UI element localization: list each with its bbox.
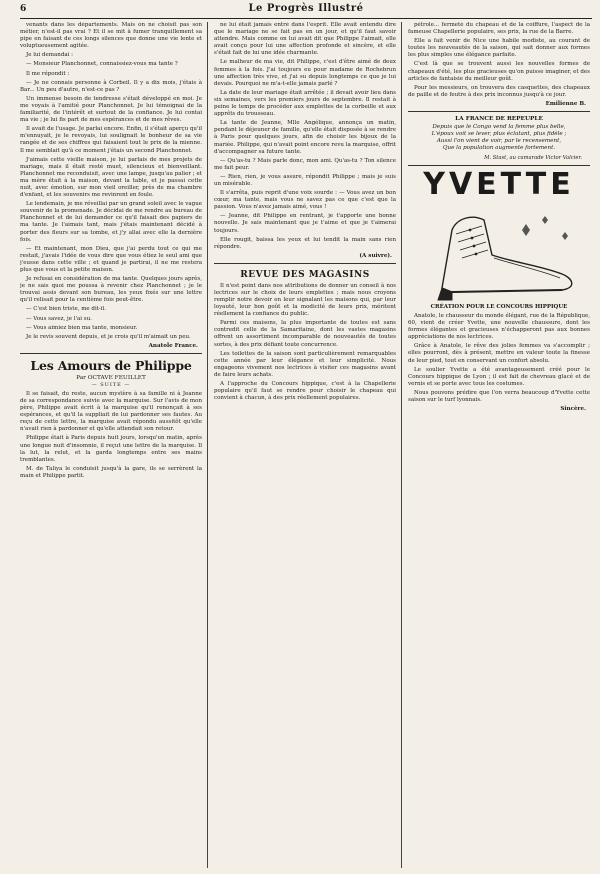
page-number: 6 [20,4,27,14]
serial-paragraph: — Qu'as-tu ? Mais parle donc, mon ami. Qu'as-tu ? Ton silence me fait peur. [214,157,396,171]
yvette-paragraph: Grâce à Anatole, le rêve des jolies femmes va s'accomplir ; elles pourront, dès à présent, mettre en valeur toute la finesse de leur pied, tout en conservant un confort absolu. [408,343,590,364]
serial-paragraph: Philippe était à Paris depuis huit jours, lorsqu'un matin, après une longue nuit d'insomnie, il reçut une lettre de la marquise. Il la lut, la relut, et la garda longtemps entre ses mains tremblantes. [20,435,202,463]
story-paragraph: Je refusai en considération de ma tante. Quelques jours après, je ne sais quoi me poussa à revenir chez Planchonnet ; je le trouvai assis devant son bureau, les yeux fixés sur une lettre qu'il relisait pour la centième fois peut-être. [20,276,202,304]
serial-title: Les Amours de Philippe [30,357,192,373]
story-paragraph: — Je ne connais personne à Corbeil. Il y a dix mois, j'étais à Bar... Un peu d'autre, n'est-ce pas ? [20,79,202,93]
serial-byline: Par OCTAVE FEUILLET [76,374,146,381]
story-paragraph: Il me répondit : [26,70,70,77]
serial-paragraph: Elle rougit, baissa les yeux et lui tendit la main sans rien répondre. [214,236,396,250]
story-paragraph: — C'est bien triste, me dit-il. [26,306,107,313]
revue-title: REVUE DES MAGASINS [240,269,370,280]
poem-verse [408,124,590,152]
poem-author: M. Stast, au camarade Victor Valcier. [484,154,582,161]
story-paragraph: — Vous aimiez bien ma tante, monsieur. [26,324,138,331]
serial-paragraph: Il se faisait, du reste, aucun mystère à sa famille ni à Jeanne de sa correspondance suivie avec la marquise. Sur l'avis de mon père, Philippe avait écrit à la marquise qu'il renonçait à ses espérances, et qu'il la suppliait de lui pardonner ses fautes. Au reçu de cette lettre, la marquise avait répondu aussitôt qu'elle n'avait rien à pardonner et qu'elle attendait son retour. [20,390,202,433]
masthead [20,4,592,18]
revue-paragraph: Elle a fait venir de Nice une habile modiste, au courant de toutes les nouveautés de la saison, qui sait donner aux formes les plus simples une élégance parfaite. [408,38,590,59]
revue-paragraph: Parmi ces maisons, la plus importante de toutes est sans contredit celle de la Samaritaine, dont les vastes magasins offrent un assortiment incomparable de nouveautés de toutes sortes, à des prix défiant toute concurrence. [214,320,396,348]
serial-paragraph: M. de Taliya le conduisit jusqu'à la gare, ils se serrèrent la main et Philippe partit. [20,465,202,479]
story-paragraph: venants dans les départements. Mais on ne choisit pas son métier, n'est-il pas vrai ? Et il se mit à fumer tranquillement sa pipe en faisant de ces longs silences que donne une vie lente et voluptueusement agitée. [20,22,202,50]
story-paragraph: Je lui demandai : [26,52,73,59]
masthead-rule [20,18,592,19]
yvette-paragraph: Anatole, le chausseur du monde élégant, rue de la République, 60, vient de créer Yvette, une nouvelle chaussure, dont les formes élégantes et gracieuses n'échapperont pas aux bonnes appréciations de nos lectrices. [408,312,590,341]
yvette-title: YVETTE [423,166,575,202]
story-paragraph: — Monsieur Planchonnet, connaissiez-vous ma tante ? [26,61,178,68]
revue-paragraph: C'est là que se trouvent aussi les nouvelles formes de chapeaux d'été, les plus gracieuses qu'on puisse imaginer, et des articles de fantaisie du meilleur goût. [408,61,590,82]
shoe-drawing [412,200,586,302]
section-rule [20,353,202,354]
story-paragraph: Il avait de l'usage. Je parlai encore. Enfin, il s'était aperçu qu'il m'ennuyait, je le revoyais, lui soulignait le bonheur de sa vie rangée et de ses chiffres qui faisaient tout le prix de la mienne. Il me semblait qu'à ce moment j'étais un second Planchonnet. [20,126,202,154]
shoe-illustration [412,200,586,302]
yvette-paragraph: Le soulier Yvette a été avantageusement créé pour le Concours hippique de Lyon ; il est fait de chevreau glacé et de vernis et se porte avec tous les costumes. [408,366,590,387]
revue-paragraph: Les toilettes de la saison sont particulièrement remarquables cette année par leur élégance et leur simplicité. Nous engageons vivement nos lectrices à visiter ces magasins avant de faire leurs achats. [214,350,396,378]
revue-paragraph: pétrole... fermeté du chapeau et de la coiffure, l'aspect de la fameuse Chapellerie populaire, ses prix, la rue de la Barre. [408,22,590,36]
yvette-caption: CRÉATION POUR LE CONCOURS HIPPIQUE [430,303,568,310]
column-right [408,22,590,868]
story-paragraph: Je le revis souvent depuis, et je crois qu'il m'aimait un peu. [26,333,191,340]
story-signature: Anatole France. [148,342,198,349]
column-middle [214,22,396,868]
story-paragraph: Le lendemain, je me réveillai par un grand soleil avec le vague souvenir de la promenade. Je décidai de me rendre au bureau de Planchonnet et de lui demander ce qu'il faisait des papiers de ma tante. Je l'aimais tant, mais j'étais maintenant décidé à porter des fleurs sur sa tombe, et j'y allai avec elle la dernière fois. [20,201,202,243]
yvette-paragraph: Nous pouvons prédire que l'on verra beaucoup d'Yvette cette saison sur le turf lyonnais. [408,389,590,403]
serial-paragraph: — Jeanne, dit Philippe en rentrant, je t'apporte une bonne nouvelle. Je sais maintenant que je t'aime et que je t'aimerai toujours. [214,213,396,234]
story-paragraph: — Et maintenant, mon Dieu, que j'ai perdu tout ce qui me restait, j'avais l'idée de vous dire que vous étiez le seul ami que j'eusse dans cette ville ; et quand je partirai, il ne me restera plus que vous et la petite maison. [20,245,202,273]
newspaper-title: Le Progrès Illustré [248,3,364,14]
column-left [20,22,202,868]
serial-paragraph: Il s'arrêta, puis reprit d'une voix sourde : — Vous avez un bon cœur, ma tante, mais vous ne savez pas ce que c'est que la passion. Vous n'avez jamais aimé, vous ! [214,190,396,211]
serial-paragraph: — Rien, rien, je vous assure, répondit Philippe ; mais je suis un misérable. [214,173,396,187]
serial-to-follow: (A suivre). [359,252,392,259]
story-paragraph: J'aimais cette vieille maison, je lui parlais de mes projets de mariage, mais il était resté muet, silencieux et bienveillant. Planchonnet me reconduisit, avec une lampe, jusqu'au palier ; et ma mère était à la maison, devant la table, et je passai cette nuit, avec émotion, sur mon vieil oreiller, près de ma chambre d'enfant, et les souvenirs me revinrent en foule. [20,156,202,199]
section-rule [408,111,590,112]
serial-suite: — SUITE — [91,381,131,388]
story-paragraph: — Vous savez, je l'ai su. [26,315,92,322]
poem-line: Que la population augmente fortement. [442,144,556,151]
column-divider [207,22,208,868]
poem-line: L'époux voit se lever, plus éclatant, plus fidèle ; [431,130,567,137]
revue-paragraph: Pour les messieurs, on trouvera des casquettes, des chapeaux de paille et de feutre à des prix inconnus jusqu'à ce jour. [408,84,590,98]
revue-paragraph: Il n'est point dans nos attributions de donner un conseil à nos lectrices sur le choix de leurs emplettes ; mais nous croyons remplir notre devoir en leur signalant les maisons qui, par leur loyauté, leur bon goût et la modicité de leurs prix, méritent réellement la confiance du public. [214,282,396,318]
poem-line: Aussi l'on vient de voir, par le recensement, [436,137,562,144]
poem-title: LA FRANCE DE REPEUPLE [455,115,543,122]
column-divider [401,22,402,868]
revue-paragraph: A l'approche du Concours hippique, c'est à la Chapellerie populaire qu'il faut se rendre pour choisir le chapeau qui convient à chacun, à des prix réellement populaires. [214,381,396,402]
serial-paragraph: Le malheur de ma vie, dit Philippe, c'est d'être aimé de deux femmes à la fois. J'ai toujours eu pour madame de Rochebrun une affection très vive, et j'ai su depuis longtemps ce que je lui devais. Pourquoi ne m'a-t-elle jamais parlé ? [214,59,396,87]
serial-paragraph: ne lui était jamais entré dans l'esprit. Elle avait entendu dire que le mariage ne se fait pas en un jour, et qu'il faut savoir attendre. Mais comme on lui avait dit que Philippe l'aimait, elle avait conçu pour lui une affection profonde et sincère, et elle s'était fait de lui une idée charmante. [214,22,396,57]
yvette-signature: Sincère. [560,406,586,413]
story-paragraph: Un immense besoin de tendresse s'était développé en moi. Je me voyais à l'amitié pour Planchonnet. Je lui témoignai de la familiarité, de l'intérêt et surtout de la confiance. Je lui contai ma vie ; je lui fis part de mes espérances et de mes rêves. [20,95,202,124]
serial-paragraph: La date de leur mariage était arrêtée ; il devait avoir lieu dans six semaines, vers les premiers jours de septembre. Il restait à peine le temps de procéder aux emplettes de la corbeille et aux apprêts du trousseau. [214,89,396,118]
poem-line: Depuis que le Congo vend la femme plus belle, [432,123,566,130]
serial-paragraph: La tante de Jeanne, Mlle Angélique, annonça un matin, pendant le déjeuner de famille, qu'elle était disposée à se rendre à Paris pour quelques jours, afin de choisir les bijoux de la mariée. Philippe, qui n'avait point encore revu la marquise, offrit d'accompagner sa future tante. [214,120,396,155]
revue-signature: Emilienne B. [545,100,586,107]
section-rule [408,165,590,166]
section-rule [214,263,396,264]
